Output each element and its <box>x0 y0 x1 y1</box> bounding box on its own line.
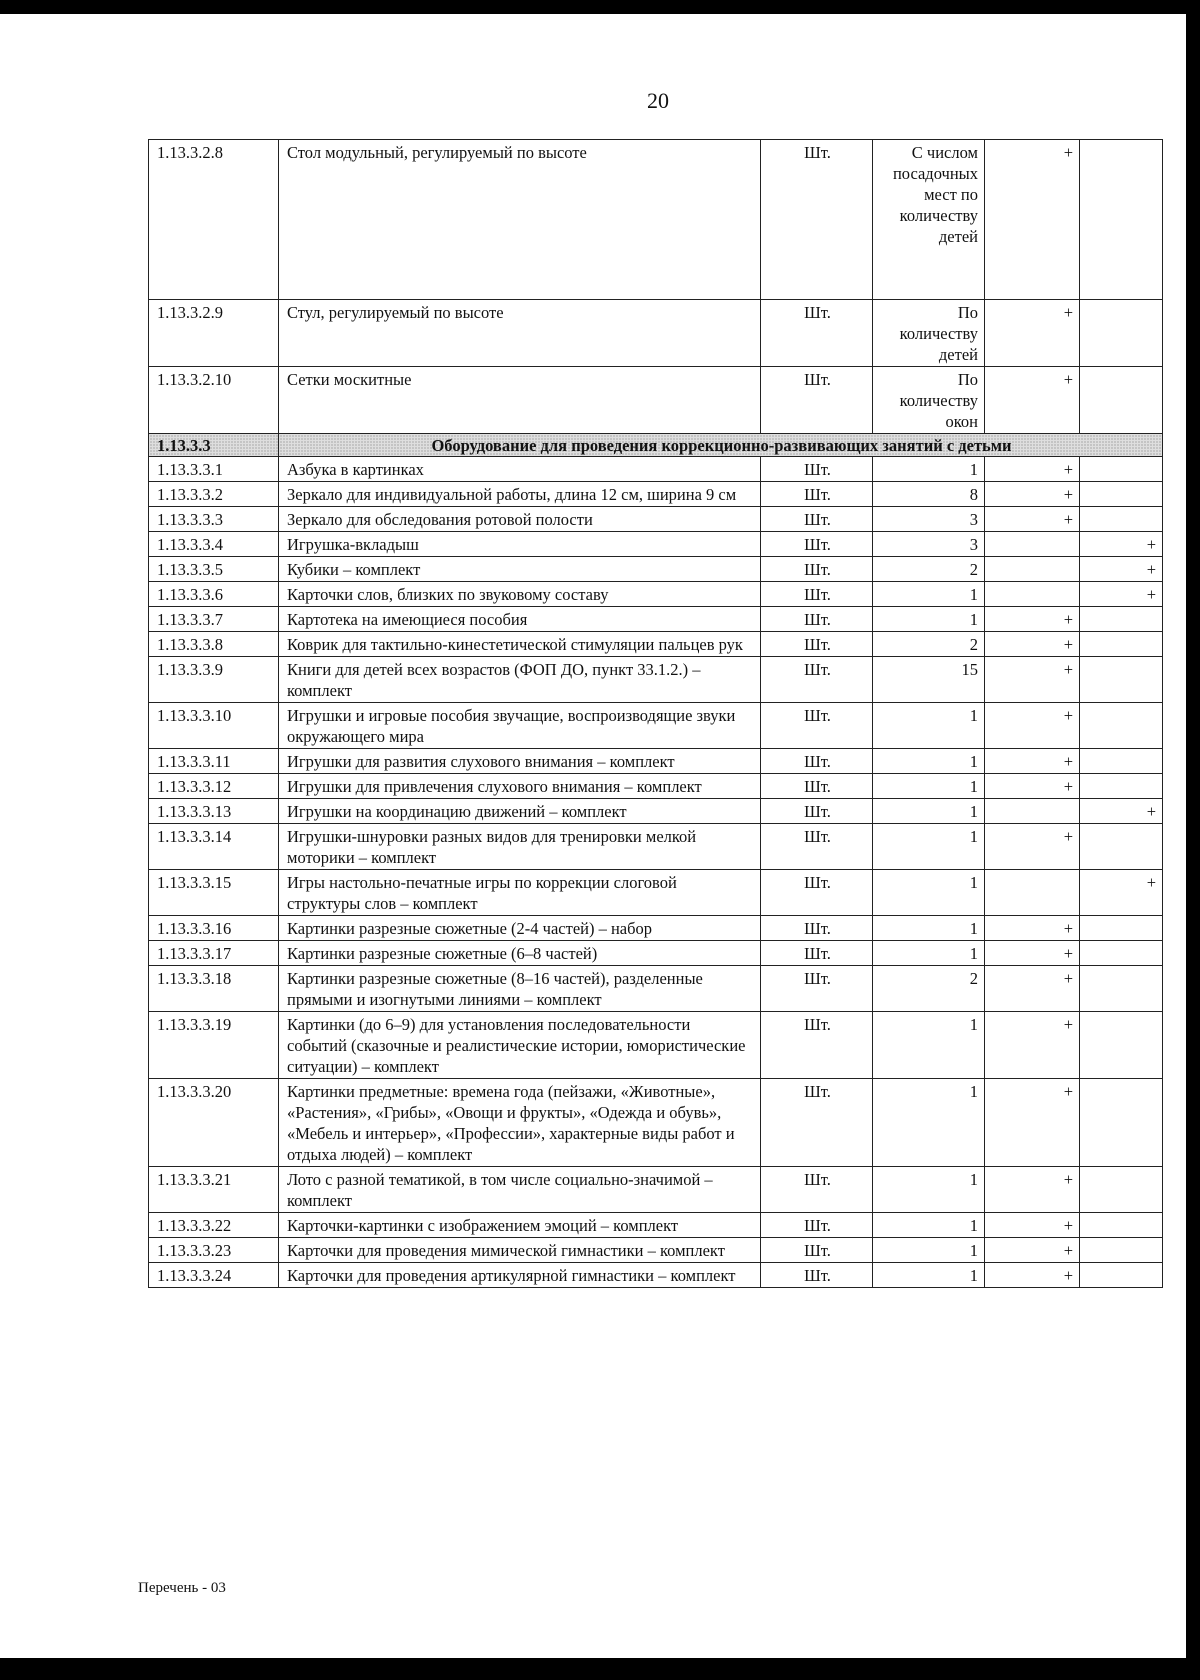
item-quantity: 1 <box>873 1213 985 1238</box>
item-unit: Шт. <box>761 870 873 916</box>
item-mark-secondary: + <box>1080 557 1163 582</box>
item-quantity: 2 <box>873 557 985 582</box>
item-quantity: 1 <box>873 1167 985 1213</box>
item-mark-primary: + <box>985 140 1080 300</box>
item-mark-secondary <box>1080 703 1163 749</box>
item-name: Картинки разрезные сюжетные (6–8 частей) <box>279 941 761 966</box>
item-mark-primary: + <box>985 1079 1080 1167</box>
item-quantity: 8 <box>873 482 985 507</box>
table-row <box>149 703 1163 749</box>
table-row <box>149 582 1163 607</box>
item-unit: Шт. <box>761 140 873 300</box>
item-unit: Шт. <box>761 799 873 824</box>
item-mark-primary: + <box>985 657 1080 703</box>
table-row <box>149 799 1163 824</box>
item-unit: Шт. <box>761 300 873 367</box>
item-unit: Шт. <box>761 532 873 557</box>
item-code: 1.13.3.3.8 <box>149 632 279 657</box>
item-code: 1.13.3.3.16 <box>149 916 279 941</box>
item-mark-primary: + <box>985 749 1080 774</box>
item-quantity: 15 <box>873 657 985 703</box>
item-mark-secondary <box>1080 1012 1163 1079</box>
item-mark-secondary: + <box>1080 870 1163 916</box>
item-unit: Шт. <box>761 1238 873 1263</box>
item-name: Игрушки и игровые пособия звучащие, воспроизводящие звуки окружающего мира <box>279 703 761 749</box>
item-mark-secondary <box>1080 140 1163 300</box>
table-row <box>149 607 1163 632</box>
item-mark-secondary <box>1080 1079 1163 1167</box>
item-mark-secondary <box>1080 367 1163 434</box>
item-mark-secondary <box>1080 1213 1163 1238</box>
item-name: Лото с разной тематикой, в том числе социально-значимой – комплект <box>279 1167 761 1213</box>
item-unit: Шт. <box>761 1263 873 1288</box>
item-name: Картинки предметные: времена года (пейзажи, «Животные», «Растения», «Грибы», «Овощи и фрукты», «Одежда и обувь», «Мебель и интерьер», «Профессии», характерные виды работ и отдыха людей) – комплект <box>279 1079 761 1167</box>
item-code: 1.13.3.3.9 <box>149 657 279 703</box>
table-row <box>149 1238 1163 1263</box>
item-mark-secondary <box>1080 774 1163 799</box>
item-mark-primary <box>985 582 1080 607</box>
item-name: Игрушки-шнуровки разных видов для тренировки мелкой моторики – комплект <box>279 824 761 870</box>
item-name: Кубики – комплект <box>279 557 761 582</box>
item-unit: Шт. <box>761 966 873 1012</box>
item-name: Игры настольно-печатные игры по коррекции слоговой структуры слов – комплект <box>279 870 761 916</box>
item-quantity: С числом посадочных мест по количеству детей <box>873 140 985 300</box>
item-mark-secondary <box>1080 749 1163 774</box>
footer-label: Перечень - 03 <box>138 1580 226 1596</box>
item-name: Игрушки для привлечения слухового внимания – комплект <box>279 774 761 799</box>
item-mark-primary: + <box>985 607 1080 632</box>
item-code: 1.13.3.3.11 <box>149 749 279 774</box>
item-quantity: 3 <box>873 507 985 532</box>
item-quantity: 2 <box>873 966 985 1012</box>
item-quantity: 1 <box>873 941 985 966</box>
item-mark-secondary <box>1080 657 1163 703</box>
item-mark-secondary <box>1080 966 1163 1012</box>
item-unit: Шт. <box>761 367 873 434</box>
item-code: 1.13.3.3.12 <box>149 774 279 799</box>
item-code: 1.13.3.3.3 <box>149 507 279 532</box>
table-row <box>149 507 1163 532</box>
item-unit: Шт. <box>761 1213 873 1238</box>
item-mark-secondary: + <box>1080 532 1163 557</box>
item-mark-primary <box>985 870 1080 916</box>
item-name: Сетки москитные <box>279 367 761 434</box>
item-quantity: 3 <box>873 532 985 557</box>
table-row <box>149 482 1163 507</box>
item-code: 1.13.3.3.7 <box>149 607 279 632</box>
section-code: 1.13.3.3 <box>149 434 279 457</box>
item-quantity: 1 <box>873 582 985 607</box>
item-quantity: 1 <box>873 1263 985 1288</box>
item-code: 1.13.3.3.19 <box>149 1012 279 1079</box>
item-mark-primary <box>985 799 1080 824</box>
item-name: Зеркало для индивидуальной работы, длина 12 см, ширина 9 см <box>279 482 761 507</box>
item-code: 1.13.3.3.17 <box>149 941 279 966</box>
item-mark-secondary <box>1080 300 1163 367</box>
table-row <box>149 367 1163 434</box>
item-code: 1.13.3.2.10 <box>149 367 279 434</box>
table-row <box>149 532 1163 557</box>
item-mark-primary: + <box>985 774 1080 799</box>
item-mark-primary: + <box>985 507 1080 532</box>
item-code: 1.13.3.3.15 <box>149 870 279 916</box>
item-code: 1.13.3.3.21 <box>149 1167 279 1213</box>
table-row <box>149 1213 1163 1238</box>
item-unit: Шт. <box>761 557 873 582</box>
item-unit: Шт. <box>761 941 873 966</box>
document-page <box>0 14 1186 1658</box>
item-unit: Шт. <box>761 916 873 941</box>
item-unit: Шт. <box>761 482 873 507</box>
item-quantity: 1 <box>873 607 985 632</box>
item-mark-secondary <box>1080 941 1163 966</box>
item-mark-primary: + <box>985 824 1080 870</box>
item-unit: Шт. <box>761 1012 873 1079</box>
table-row <box>149 1012 1163 1079</box>
item-name: Карточки слов, близких по звуковому составу <box>279 582 761 607</box>
item-mark-primary <box>985 557 1080 582</box>
item-mark-secondary: + <box>1080 799 1163 824</box>
item-mark-secondary <box>1080 457 1163 482</box>
item-mark-primary: + <box>985 1213 1080 1238</box>
item-quantity: 1 <box>873 774 985 799</box>
item-quantity: По количеству детей <box>873 300 985 367</box>
item-name: Картотека на имеющиеся пособия <box>279 607 761 632</box>
item-name: Азбука в картинках <box>279 457 761 482</box>
item-mark-secondary <box>1080 1238 1163 1263</box>
item-mark-secondary <box>1080 607 1163 632</box>
item-mark-primary: + <box>985 916 1080 941</box>
item-code: 1.13.3.3.4 <box>149 532 279 557</box>
item-unit: Шт. <box>761 507 873 532</box>
item-unit: Шт. <box>761 457 873 482</box>
item-name: Карточки для проведения артикулярной гимнастики – комплект <box>279 1263 761 1288</box>
item-mark-secondary <box>1080 824 1163 870</box>
item-mark-primary: + <box>985 703 1080 749</box>
item-mark-secondary <box>1080 632 1163 657</box>
table-row <box>149 657 1163 703</box>
item-code: 1.13.3.3.13 <box>149 799 279 824</box>
item-mark-primary: + <box>985 1238 1080 1263</box>
item-mark-secondary <box>1080 1167 1163 1213</box>
item-name: Книги для детей всех возрастов (ФОП ДО, пункт 33.1.2.) – комплект <box>279 657 761 703</box>
item-unit: Шт. <box>761 703 873 749</box>
item-code: 1.13.3.2.9 <box>149 300 279 367</box>
item-name: Карточки-картинки с изображением эмоций – комплект <box>279 1213 761 1238</box>
item-quantity: 1 <box>873 703 985 749</box>
item-unit: Шт. <box>761 774 873 799</box>
item-name: Игрушка-вкладыш <box>279 532 761 557</box>
item-unit: Шт. <box>761 607 873 632</box>
item-unit: Шт. <box>761 824 873 870</box>
item-unit: Шт. <box>761 1079 873 1167</box>
item-mark-primary: + <box>985 966 1080 1012</box>
table-row <box>149 140 1163 300</box>
item-code: 1.13.3.3.18 <box>149 966 279 1012</box>
section-row <box>149 434 1163 457</box>
item-mark-primary: + <box>985 482 1080 507</box>
item-unit: Шт. <box>761 749 873 774</box>
table-row <box>149 870 1163 916</box>
item-code: 1.13.3.3.20 <box>149 1079 279 1167</box>
item-quantity: 1 <box>873 1238 985 1263</box>
equipment-table <box>148 139 1163 1288</box>
item-name: Картинки разрезные сюжетные (2-4 частей) – набор <box>279 916 761 941</box>
item-mark-primary: + <box>985 457 1080 482</box>
item-mark-secondary <box>1080 916 1163 941</box>
table-row <box>149 300 1163 367</box>
item-code: 1.13.3.3.23 <box>149 1238 279 1263</box>
item-unit: Шт. <box>761 1167 873 1213</box>
item-mark-secondary: + <box>1080 582 1163 607</box>
section-title: Оборудование для проведения коррекционно-развивающих занятий с детьми <box>279 434 1163 457</box>
table-row <box>149 749 1163 774</box>
table-row <box>149 1167 1163 1213</box>
item-unit: Шт. <box>761 582 873 607</box>
table-row <box>149 632 1163 657</box>
item-quantity: 1 <box>873 1012 985 1079</box>
item-quantity: 1 <box>873 799 985 824</box>
item-name: Зеркало для обследования ротовой полости <box>279 507 761 532</box>
item-code: 1.13.3.3.10 <box>149 703 279 749</box>
item-code: 1.13.3.3.2 <box>149 482 279 507</box>
item-mark-primary: + <box>985 941 1080 966</box>
item-mark-secondary <box>1080 507 1163 532</box>
item-mark-primary: + <box>985 1012 1080 1079</box>
item-mark-primary: + <box>985 632 1080 657</box>
table-row <box>149 824 1163 870</box>
item-mark-primary <box>985 532 1080 557</box>
table-row <box>149 941 1163 966</box>
item-quantity: 1 <box>873 749 985 774</box>
item-code: 1.13.3.3.1 <box>149 457 279 482</box>
item-name: Игрушки на координацию движений – комплект <box>279 799 761 824</box>
item-name: Коврик для тактильно-кинестетической стимуляции пальцев рук <box>279 632 761 657</box>
item-code: 1.13.3.3.22 <box>149 1213 279 1238</box>
table-row <box>149 557 1163 582</box>
equipment-table-body <box>149 140 1163 1288</box>
item-code: 1.13.3.3.14 <box>149 824 279 870</box>
item-name: Картинки разрезные сюжетные (8–16 частей), разделенные прямыми и изогнутыми линиями – комплект <box>279 966 761 1012</box>
item-name: Стол модульный, регулируемый по высоте <box>279 140 761 300</box>
item-code: 1.13.3.3.5 <box>149 557 279 582</box>
item-code: 1.13.3.3.24 <box>149 1263 279 1288</box>
item-name: Игрушки для развития слухового внимания – комплект <box>279 749 761 774</box>
item-name: Картинки (до 6–9) для установления последовательности событий (сказочные и реалистические истории, юмористические ситуации) – комплект <box>279 1012 761 1079</box>
table-row <box>149 457 1163 482</box>
table-row <box>149 774 1163 799</box>
table-row <box>149 916 1163 941</box>
item-unit: Шт. <box>761 657 873 703</box>
item-mark-primary: + <box>985 367 1080 434</box>
item-quantity: 1 <box>873 824 985 870</box>
item-name: Стул, регулируемый по высоте <box>279 300 761 367</box>
table-row <box>149 966 1163 1012</box>
item-mark-primary: + <box>985 300 1080 367</box>
item-code: 1.13.3.2.8 <box>149 140 279 300</box>
item-unit: Шт. <box>761 632 873 657</box>
item-quantity: 1 <box>873 457 985 482</box>
table-row <box>149 1079 1163 1167</box>
item-quantity: 1 <box>873 1079 985 1167</box>
page-number: 20 <box>647 88 669 113</box>
item-code: 1.13.3.3.6 <box>149 582 279 607</box>
item-quantity: По количеству окон <box>873 367 985 434</box>
item-name: Карточки для проведения мимической гимнастики – комплект <box>279 1238 761 1263</box>
item-mark-primary: + <box>985 1167 1080 1213</box>
item-quantity: 1 <box>873 870 985 916</box>
item-quantity: 1 <box>873 916 985 941</box>
item-mark-secondary <box>1080 1263 1163 1288</box>
item-quantity: 2 <box>873 632 985 657</box>
table-row <box>149 1263 1163 1288</box>
item-mark-secondary <box>1080 482 1163 507</box>
item-mark-primary: + <box>985 1263 1080 1288</box>
